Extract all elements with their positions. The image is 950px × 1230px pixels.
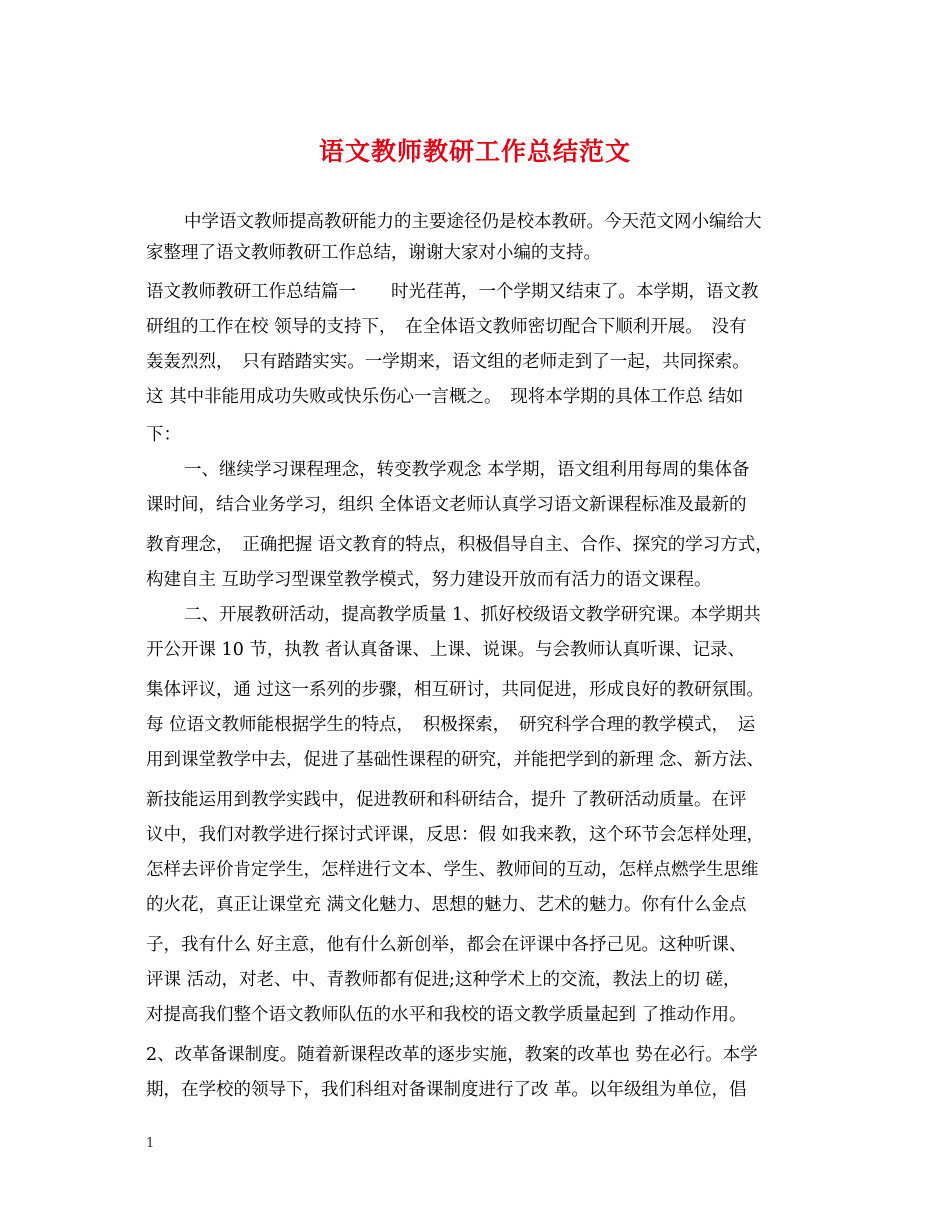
body-line: 研组的工作在校 领导的支持下， 在全体语文教师密切配合下顺利开展。 没有: [146, 317, 747, 337]
body-line: 2、改革备课制度。随着新课程改革的逐步实施，教案的改革也 势在必行。本学: [146, 1045, 758, 1065]
body-line: 开公开课 10 节，执教 者认真备课、上课、说课。与会教师认真听课、记录、: [146, 640, 745, 660]
body-line: 一、继续学习课程理念，转变教学观念 本学期，语文组利用每周的集体备: [184, 460, 750, 480]
body-line: 集体评议，通 过这一系列的步骤，相互研讨，共同促进，形成良好的教研氛围。: [146, 680, 765, 700]
body-line: 评课 活动，对老、中、青教师都有促进;这种学术上的交流，教法上的切 磋，: [146, 970, 741, 990]
body-line: 怎样去评价肯定学生，怎样进行文本、学生、教师间的互动，怎样点燃学生思维: [146, 860, 759, 880]
body-line: 期，在学校的领导下，我们科组对备课制度进行了改 革。以年级组为单位，倡: [146, 1080, 747, 1100]
body-line: 课时间，结合业务学习，组织 全体语文老师认真学习语文新课程标准及最新的: [146, 495, 747, 515]
body-line: 下：: [146, 425, 181, 445]
body-line: 轰轰烈烈， 只有踏踏实实。一学期来，语文组的老师走到了一起，共同探索。: [146, 352, 750, 372]
body-line: 这 其中非能用成功失败或快乐伤心一言概之。 现将本学期的具体工作总 结如: [146, 387, 744, 407]
document-title: 语文教师教研工作总结范文: [318, 137, 631, 166]
body-line: 中学语文教师提高教研能力的主要途径仍是校本教研。今天范文网小编给大: [184, 212, 762, 232]
page-number: 1: [146, 1136, 155, 1151]
body-line: 议中，我们对教学进行探讨式评课，反思：假 如我来教，这个环节会怎样处理，: [146, 825, 765, 845]
body-line: 子，我有什么 好主意，他有什么新创举，都会在评课中各抒己见。这种听课、: [146, 935, 747, 955]
body-line: 教育理念， 正确把握 语文教育的特点，积极倡导自主、合作、探究的学习方式，: [146, 535, 773, 555]
body-line: 构建自主 互助学习型课堂教学模式，努力建设开放而有活力的语文课程。: [146, 570, 712, 590]
body-line: 用到课堂教学中去，促进了基础性课程的研究，并能把学到的新理 念、新方法、: [146, 750, 765, 770]
body-line: 每 位语文教师能根据学生的特点， 积极探索， 研究科学合理的教学模式， 运: [146, 715, 756, 735]
body-line: 新技能运用到教学实践中，促进教研和科研结合，提升 了教研活动质量。在评: [146, 790, 747, 810]
body-line: 的火花，真正让课堂充 满文化魅力、思想的魅力、艺术的魅力。你有什么金点: [146, 895, 747, 915]
body-line: 语文教师教研工作总结篇一 时光荏苒，一个学期又结束了。本学期，语文教: [146, 282, 759, 302]
body-line: 对提高我们整个语文教师队伍的水平和我校的语文教学质量起到 了推动作用。: [146, 1005, 747, 1025]
body-line: 二、开展教研活动，提高教学质量 1、抓好校级语文教学研究课。本学期共: [184, 605, 761, 625]
body-line: 家整理了语文教师教研工作总结，谢谢大家对小编的支持。: [146, 243, 601, 263]
